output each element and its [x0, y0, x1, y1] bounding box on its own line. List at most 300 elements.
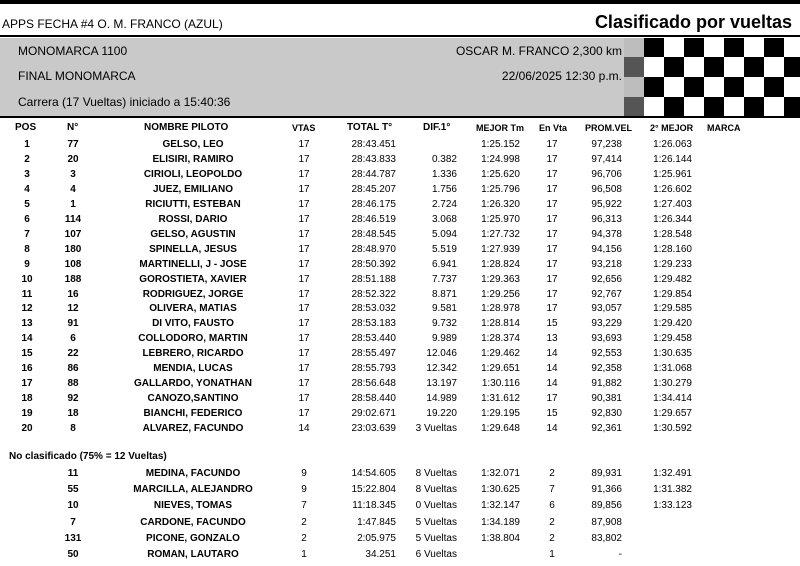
cell-diff: 5.519	[431, 243, 457, 255]
cell-avg-speed: 92,656	[591, 273, 622, 285]
cell-best: 1:27.939	[481, 243, 520, 255]
cell-driver: RICIUTTI, ESTEBAN	[145, 198, 241, 210]
cell-in-lap: 14	[546, 363, 558, 375]
cell-second-best: 1:29.585	[653, 303, 692, 315]
cell-best: 1:27.732	[481, 228, 520, 240]
cell-driver: CARDONE, FACUNDO	[140, 516, 246, 528]
cell-num: 7	[70, 516, 76, 528]
checker-square	[784, 57, 800, 77]
race-info-box	[0, 38, 800, 116]
cell-diff: 6.941	[431, 258, 457, 270]
cell-in-lap: 17	[546, 303, 558, 315]
cell-laps: 1	[301, 549, 307, 560]
table-row	[0, 361, 800, 376]
cell-in-lap: 14	[546, 423, 558, 435]
cell-avg-speed: 93,057	[591, 303, 622, 315]
checker-square	[644, 57, 664, 77]
cell-best: 1:32.147	[481, 500, 520, 512]
checker-square	[744, 97, 764, 116]
top-rule	[0, 0, 800, 4]
cell-num: 50	[67, 549, 79, 560]
checker-square	[724, 97, 744, 116]
cell-avg-speed: 90,381	[591, 393, 622, 405]
cell-driver: OLIVERA, MATIAS	[149, 303, 237, 315]
cell-in-lap: 2	[549, 468, 555, 479]
checker-square	[684, 77, 704, 97]
cell-best: 1:29.256	[481, 288, 520, 300]
table-row	[0, 547, 800, 562]
cell-avg-speed: 93,218	[591, 258, 622, 270]
race-start-label: Carrera (17 Vueltas) iniciado a 15:40:36	[18, 95, 231, 109]
cell-laps: 17	[298, 258, 310, 270]
cell-best: 1:25.796	[481, 183, 520, 195]
cell-pos: 4	[24, 183, 30, 195]
not-classified-title: No clasificado (75% = 12 Vueltas)	[9, 451, 167, 462]
cell-best: 1:28.374	[481, 333, 520, 345]
checker-square	[704, 77, 724, 97]
checker-square	[744, 57, 764, 77]
cell-best: 1:29.195	[481, 408, 520, 420]
cell-second-best: 1:33.123	[653, 500, 692, 512]
cell-num: 6	[70, 333, 76, 345]
cell-best: 1:29.462	[481, 348, 520, 360]
cell-avg-speed: 94,378	[591, 228, 622, 240]
cell-pos: 19	[21, 408, 33, 420]
cell-avg-speed: 89,931	[591, 468, 622, 479]
cell-diff: 8.871	[431, 288, 457, 300]
checker-square	[664, 57, 684, 77]
cell-avg-speed: 97,414	[591, 153, 622, 165]
cell-second-best: 1:29.657	[653, 408, 692, 420]
cell-avg-speed: 92,767	[591, 288, 622, 300]
checker-square	[704, 97, 724, 116]
cell-in-lap: 2	[549, 516, 555, 528]
cell-pos: 12	[21, 303, 33, 315]
cell-driver: GELSO, LEO	[162, 139, 224, 150]
cell-pos: 16	[21, 363, 33, 375]
checker-square	[664, 97, 684, 116]
cell-avg-speed: 92,361	[591, 423, 622, 435]
cell-diff: 2.724	[431, 198, 457, 210]
cell-pos: 3	[24, 168, 30, 180]
cell-total: 28:46.519	[351, 213, 396, 225]
cell-best: 1:24.998	[481, 153, 520, 165]
cell-num: 92	[67, 393, 79, 405]
table-row	[0, 466, 800, 481]
cell-in-lap: 17	[546, 198, 558, 210]
cell-laps: 17	[298, 243, 310, 255]
cell-laps: 17	[298, 288, 310, 300]
cell-best: 1:30.625	[481, 484, 520, 496]
cell-num: 3	[70, 168, 76, 180]
cell-num: 22	[67, 348, 79, 360]
cell-num: 91	[67, 318, 79, 330]
cell-total: 34.251	[365, 549, 396, 560]
cell-pos: 17	[21, 378, 33, 390]
cell-laps: 7	[301, 500, 307, 512]
cell-laps: 17	[298, 318, 310, 330]
cell-second-best: 1:32.491	[653, 468, 692, 479]
cell-driver: RODRIGUEZ, JORGE	[142, 288, 244, 300]
cell-in-lap: 17	[546, 273, 558, 285]
table-row	[0, 242, 800, 257]
col-avg-speed: PROM.VEL	[585, 123, 633, 133]
checker-square	[624, 97, 644, 116]
cell-best: 1:26.320	[481, 198, 520, 210]
cell-total: 28:43.833	[351, 153, 396, 165]
table-row	[0, 346, 800, 361]
cell-diff: 13.197	[426, 378, 457, 390]
checkered-flag-icon	[622, 38, 800, 116]
cell-in-lap: 17	[546, 288, 558, 300]
cell-num: 107	[64, 228, 82, 240]
cell-avg-speed: -	[618, 549, 622, 560]
cell-best: 1:25.152	[481, 139, 520, 150]
cell-avg-speed: 97,238	[591, 139, 622, 150]
col-num: N°	[67, 122, 79, 133]
cell-in-lap: 6	[549, 500, 555, 512]
cell-diff: 8 Vueltas	[415, 484, 457, 496]
cell-in-lap: 17	[546, 139, 558, 150]
cell-total: 23:03.639	[351, 423, 396, 435]
checker-square	[704, 38, 724, 57]
cell-in-lap: 17	[546, 168, 558, 180]
cell-driver: MARCILLA, ALEJANDRO	[133, 484, 253, 496]
cell-driver: NIEVES, TOMAS	[153, 500, 233, 512]
cell-second-best: 1:29.233	[653, 258, 692, 270]
cell-in-lap: 17	[546, 243, 558, 255]
table-row	[0, 515, 800, 530]
cell-diff: 0.382	[431, 153, 457, 165]
checker-square	[724, 77, 744, 97]
cell-second-best: 1:34.414	[653, 393, 692, 405]
table-row	[0, 498, 800, 513]
checker-square	[704, 57, 724, 77]
cell-total: 28:58.440	[351, 393, 396, 405]
cell-best: 1:30.116	[481, 378, 520, 390]
checker-square	[664, 77, 684, 97]
checker-square	[684, 97, 704, 116]
table-row	[0, 212, 800, 227]
checker-square	[784, 97, 800, 116]
cell-laps: 17	[298, 183, 310, 195]
cell-second-best: 1:29.854	[653, 288, 692, 300]
cell-diff: 9.732	[431, 318, 457, 330]
cell-avg-speed: 92,358	[591, 363, 622, 375]
cell-in-lap: 14	[546, 348, 558, 360]
table-row	[0, 197, 800, 212]
checker-square	[744, 38, 764, 57]
table-row	[0, 301, 800, 316]
cell-second-best: 1:30.592	[653, 423, 692, 435]
cell-in-lap: 14	[546, 378, 558, 390]
cell-driver: ROMAN, LAUTARO	[147, 549, 239, 560]
cell-best: 1:29.651	[481, 363, 520, 375]
checker-square	[644, 97, 664, 116]
cell-in-lap: 17	[546, 393, 558, 405]
cell-second-best: 1:26.602	[653, 183, 692, 195]
checker-square	[624, 38, 644, 57]
cell-num: 188	[64, 273, 82, 285]
cell-laps: 17	[298, 348, 310, 360]
cell-total: 28:50.392	[351, 258, 396, 270]
checker-square	[644, 38, 664, 57]
checker-square	[624, 77, 644, 97]
session-label: FINAL MONOMARCA	[18, 69, 136, 83]
cell-num: 8	[70, 423, 76, 435]
cell-num: 20	[67, 153, 79, 165]
cell-driver: MENDIA, LUCAS	[153, 363, 233, 375]
cell-avg-speed: 91,882	[591, 378, 622, 390]
cell-total: 2:05.975	[357, 532, 396, 544]
checker-square	[764, 97, 784, 116]
table-row	[0, 167, 800, 182]
cell-best: 1:38.804	[481, 532, 520, 544]
cell-in-lap: 7	[549, 484, 555, 496]
checker-square	[684, 57, 704, 77]
cell-in-lap: 2	[549, 532, 555, 544]
col-diff: DIF.1°	[423, 122, 451, 133]
checker-square	[644, 77, 664, 97]
cell-diff: 12.046	[426, 348, 457, 360]
cell-num: 4	[70, 183, 76, 195]
cell-second-best: 1:31.382	[653, 484, 692, 496]
table-row	[0, 257, 800, 272]
col-brand: MARCA	[707, 123, 741, 133]
cell-total: 11:18.345	[352, 500, 396, 512]
cell-best: 1:28.824	[481, 258, 520, 270]
cell-driver: ELISIRI, RAMIRO	[152, 153, 234, 165]
circuit-label: OSCAR M. FRANCO 2,300 km	[455, 44, 622, 58]
cell-laps: 17	[298, 168, 310, 180]
cell-diff: 14.989	[426, 393, 457, 405]
col-driver: NOMBRE PILOTO	[144, 122, 229, 133]
cell-driver: CANOZO,SANTINO	[147, 393, 239, 405]
table-row	[0, 482, 800, 497]
cell-avg-speed: 96,706	[591, 168, 622, 180]
cell-total: 28:44.787	[351, 168, 396, 180]
checker-square	[664, 38, 684, 57]
cell-total: 28:43.451	[351, 139, 396, 150]
cell-second-best: 1:27.403	[653, 198, 692, 210]
table-row	[0, 421, 800, 436]
cell-laps: 17	[298, 198, 310, 210]
cell-driver: GOROSTIETA, XAVIER	[139, 273, 247, 285]
table-row	[0, 227, 800, 242]
col-laps: VTAS	[292, 123, 316, 133]
checker-square	[784, 38, 800, 57]
header-rule	[0, 116, 800, 118]
cell-diff: 9.989	[431, 333, 457, 345]
cell-laps: 17	[298, 213, 310, 225]
cell-laps: 2	[301, 532, 307, 544]
cell-second-best: 1:29.458	[653, 333, 692, 345]
cell-second-best: 1:26.344	[653, 213, 692, 225]
cell-laps: 17	[298, 273, 310, 285]
cell-laps: 14	[298, 423, 310, 435]
cell-driver: COLLODORO, MARTIN	[138, 333, 248, 345]
cell-diff: 1.756	[431, 183, 457, 195]
cell-num: 180	[64, 243, 82, 255]
cell-total: 28:53.032	[351, 303, 396, 315]
cell-laps: 17	[298, 378, 310, 390]
cell-total: 28:51.188	[351, 273, 396, 285]
cell-total: 28:56.648	[351, 378, 396, 390]
cell-avg-speed: 95,922	[591, 198, 622, 210]
cell-laps: 17	[298, 139, 310, 150]
table-row	[0, 137, 800, 152]
cell-total: 28:46.175	[351, 198, 396, 210]
cell-diff: 3 Vueltas	[415, 423, 457, 435]
cell-best: 1:25.620	[481, 168, 520, 180]
category-label: MONOMARCA 1100	[18, 44, 128, 58]
cell-second-best: 1:31.068	[653, 363, 692, 375]
cell-avg-speed: 89,856	[591, 500, 622, 512]
cell-driver: MEDINA, FACUNDO	[145, 468, 241, 479]
cell-pos: 14	[21, 333, 33, 345]
cell-driver: SPINELLA, JESUS	[149, 243, 237, 255]
cell-avg-speed: 96,313	[591, 213, 622, 225]
cell-second-best: 1:25.961	[653, 168, 692, 180]
checker-square	[724, 38, 744, 57]
cell-num: 18	[67, 408, 79, 420]
table-row	[0, 331, 800, 346]
cell-best: 1:34.189	[481, 516, 520, 528]
cell-pos: 7	[24, 228, 30, 240]
cell-total: 28:53.440	[351, 333, 396, 345]
table-row	[0, 287, 800, 302]
cell-best: 1:28.978	[481, 303, 520, 315]
cell-pos: 13	[21, 318, 33, 330]
table-row	[0, 182, 800, 197]
cell-laps: 17	[298, 153, 310, 165]
cell-avg-speed: 94,156	[591, 243, 622, 255]
cell-second-best: 1:29.482	[653, 273, 692, 285]
cell-second-best: 1:29.420	[653, 318, 692, 330]
cell-driver: GALLARDO, YONATHAN	[134, 378, 252, 390]
cell-driver: DI VITO, FAUSTO	[152, 318, 234, 330]
cell-in-lap: 15	[546, 408, 558, 420]
cell-total: 28:55.497	[351, 348, 396, 360]
cell-avg-speed: 92,830	[591, 408, 622, 420]
cell-pos: 1	[24, 139, 30, 150]
col-pos: POS	[15, 122, 37, 133]
cell-laps: 17	[298, 303, 310, 315]
cell-driver: BIANCHI, FEDERICO	[143, 408, 243, 420]
cell-laps: 17	[298, 228, 310, 240]
cell-driver: CIRIOLI, LEOPOLDO	[143, 168, 243, 180]
cell-num: 55	[67, 484, 79, 496]
cell-driver: JUEZ, EMILIANO	[152, 183, 234, 195]
cell-num: 12	[67, 303, 79, 315]
cell-num: 11	[67, 468, 79, 479]
cell-laps: 17	[298, 363, 310, 375]
datetime-label: 22/06/2025 12:30 p.m.	[501, 69, 622, 83]
cell-in-lap: 17	[546, 153, 558, 165]
checker-square	[764, 38, 784, 57]
cell-laps: 17	[298, 393, 310, 405]
cell-pos: 9	[24, 258, 30, 270]
cell-diff: 12.342	[426, 363, 457, 375]
cell-in-lap: 17	[546, 213, 558, 225]
cell-driver: ALVAREZ, FACUNDO	[142, 423, 244, 435]
cell-driver: MARTINELLI, J - JOSE	[139, 258, 247, 270]
col-second-best: 2° MEJOR	[650, 123, 694, 133]
cell-in-lap: 13	[546, 333, 558, 345]
cell-avg-speed: 92,553	[591, 348, 622, 360]
checker-square	[764, 57, 784, 77]
cell-best: 1:29.363	[481, 273, 520, 285]
cell-pos: 20	[21, 423, 33, 435]
cell-total: 28:55.793	[351, 363, 396, 375]
cell-num: 16	[67, 288, 79, 300]
cell-second-best: 1:26.063	[653, 139, 692, 150]
cell-in-lap: 17	[546, 258, 558, 270]
table-row	[0, 316, 800, 331]
cell-driver: ROSSI, DARIO	[158, 213, 228, 225]
checker-square	[784, 77, 800, 97]
cell-num: 108	[64, 258, 82, 270]
cell-diff: 6 Vueltas	[415, 549, 457, 560]
cell-second-best: 1:30.279	[653, 378, 692, 390]
cell-second-best: 1:30.635	[653, 348, 692, 360]
cell-in-lap: 17	[546, 228, 558, 240]
cell-pos: 8	[24, 243, 30, 255]
cell-second-best: 1:26.144	[653, 153, 692, 165]
cell-num: 88	[67, 378, 79, 390]
cell-diff: 5 Vueltas	[415, 516, 457, 528]
cell-best: 1:29.648	[481, 423, 520, 435]
cell-pos: 11	[21, 288, 33, 300]
table-row	[0, 376, 800, 391]
cell-diff: 5.094	[431, 228, 457, 240]
cell-second-best: 1:28.160	[653, 243, 692, 255]
table-row	[0, 391, 800, 406]
cell-total: 1:47.845	[357, 516, 396, 528]
cell-num: 86	[67, 363, 79, 375]
col-total: TOTAL T°	[347, 122, 393, 133]
cell-num: 131	[64, 532, 82, 544]
cell-second-best: 1:28.548	[653, 228, 692, 240]
cell-pos: 15	[21, 348, 33, 360]
table-row	[0, 272, 800, 287]
cell-pos: 10	[21, 273, 33, 285]
cell-diff: 9.581	[431, 303, 457, 315]
cell-avg-speed: 87,908	[591, 516, 622, 528]
cell-laps: 9	[301, 484, 307, 496]
cell-diff: 5 Vueltas	[415, 532, 457, 544]
cell-pos: 5	[24, 198, 30, 210]
report-title: Clasificado por vueltas	[594, 12, 792, 32]
checker-square	[744, 77, 764, 97]
col-in-lap: En Vta	[539, 123, 568, 133]
cell-total: 28:53.183	[351, 318, 396, 330]
cell-total: 29:02.671	[351, 408, 396, 420]
cell-diff: 7.737	[431, 273, 457, 285]
cell-num: 10	[67, 500, 79, 512]
table-row	[0, 531, 800, 546]
cell-pos: 2	[24, 153, 30, 165]
checker-square	[724, 57, 744, 77]
cell-in-lap: 17	[546, 183, 558, 195]
checker-square	[624, 57, 644, 77]
cell-laps: 9	[301, 468, 307, 479]
cell-avg-speed: 91,366	[591, 484, 622, 496]
cell-diff: 3.068	[431, 213, 457, 225]
cell-avg-speed: 93,693	[591, 333, 622, 345]
event-title: APPS FECHA #4 O. M. FRANCO (AZUL)	[2, 17, 223, 31]
cell-best: 1:32.071	[481, 468, 520, 479]
